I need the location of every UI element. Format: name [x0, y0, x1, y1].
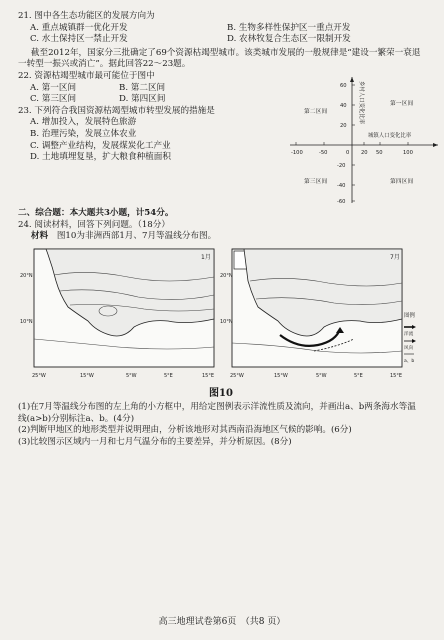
lat-10n-label: 10°N [220, 318, 233, 325]
lat-20n-label: 20°N [20, 272, 33, 279]
origin-label: 0 [346, 149, 350, 156]
q22-option-a: A. 第一区间 [30, 82, 77, 93]
y-tick-label: 40 [340, 102, 347, 109]
q22-option-b: B. 第二区间 [119, 82, 166, 93]
y-tick-label: -60 [337, 198, 346, 205]
y-tick-label: -40 [337, 182, 346, 189]
lon-label: 25°W [230, 372, 244, 379]
q21-option-d: D. 农林牧复合生态区一限制开发 [227, 34, 351, 45]
section-2-heading: 二、综合题：本大题共3小题，计54分。 [18, 207, 174, 218]
lon-label: 25°W [32, 372, 46, 379]
intro-paragraph: 截至2012年，国家分三批确定了69个资源枯竭型城市。该类城市发展的一般规律是“建设一繁荣一衰退一转型一振兴或消亡”。据此回答22～23题。 [18, 47, 421, 70]
lon-label: 5°E [164, 372, 173, 379]
q21-option-a: A. 重点城镇群一优化开发 [30, 22, 128, 33]
q23-option-b: B. 治理污染，发展立体农业 [30, 128, 137, 139]
figure-caption: 图10 [209, 387, 233, 399]
q23-option-d: D. 土地填埋复垦，扩大粮食种植面积 [30, 152, 171, 163]
y-axis-label: 乡村人口变化比率 [358, 80, 364, 125]
lon-label: 5°W [316, 372, 327, 379]
q22-option-c: C. 第三区间 [30, 94, 77, 105]
y-tick-label: 20 [340, 122, 347, 129]
july-month-label: 7月 [390, 253, 400, 261]
quadrant-2-label: 第二区间 [304, 108, 328, 115]
map-legend [404, 311, 416, 364]
legend-ab: a、b [404, 358, 415, 364]
q21-stem: 21. 图中各生态功能区的发展方向为 [18, 11, 155, 21]
q23-option-a: A. 增加投入，发展特色旅游 [30, 117, 137, 128]
lon-label: 15°W [80, 372, 94, 379]
y-tick-label: -20 [337, 162, 346, 169]
lon-label: 15°W [274, 372, 288, 379]
q23-option-c: C. 调整产业结构，发展煤炭化工产业 [30, 140, 171, 151]
q21-option-b: B. 生物多样性保护区一重点开发 [227, 22, 351, 33]
x-tick-label: -100 [291, 149, 303, 156]
q24-part-3: (3)比较图示区域内一月和七月气温分布的主要差异，并分析原因。(8分) [18, 437, 292, 448]
january-month-label: 1月 [201, 253, 211, 261]
question-21 [18, 11, 424, 46]
quadrant-3-label: 第三区间 [304, 178, 328, 185]
legend-wind: 风向 [404, 345, 414, 351]
lat-10n-label: 10°N [20, 318, 33, 325]
west-africa-maps [18, 247, 424, 387]
q22-q23-block [18, 71, 424, 206]
quadrant-1-label: 第一区间 [390, 100, 414, 107]
page-footer: 高三地理试卷第6页 （共8 页） [158, 617, 286, 627]
q21-option-c: C. 水土保持区一禁止开发 [30, 34, 128, 45]
lon-label: 15°E [202, 372, 215, 379]
lon-label: 15°E [390, 372, 403, 379]
q24-stem: 24. 阅读材料，回答下列问题。（18分） [18, 219, 170, 230]
material-text: 图10为非洲西部1月、7月等温线分布图。 [56, 231, 217, 242]
january-map [20, 249, 214, 379]
lat-20n-label: 20°N [220, 272, 233, 279]
q22-option-d: D. 第四区间 [119, 94, 166, 105]
q24-part-2: (2)判断甲地区的地形类型并说明理由，分析该地形对其西南沿海地区气候的影响。(6分) [18, 425, 352, 436]
lon-label: 5°W [126, 372, 137, 379]
isotherm-maps [18, 247, 424, 387]
y-tick-label: 60 [340, 82, 347, 89]
q22-stem: 22. 资源枯竭型城市最可能位于图中 [18, 70, 155, 81]
x-tick-label: -50 [319, 149, 328, 156]
x-tick-label: 50 [376, 149, 383, 156]
q23-stem: 23. 下列符合我国资源枯竭型城市转型发展的措施是 [18, 105, 215, 116]
quadrant-diagram [290, 75, 440, 205]
july-map [220, 249, 402, 379]
x-tick-label: 100 [403, 149, 413, 156]
x-tick-label: 20 [361, 149, 368, 156]
material-label: 材料 [30, 231, 49, 242]
x-axis-label: 城镇人口变化比率 [368, 132, 412, 139]
q24-part-1: (1)在7月等温线分布图的左上角的小方框中，用给定图例表示洋流性质及流向，并画出a、b两条海水等温线(a>b)分别标注a、b。(4分) [18, 402, 416, 424]
lon-label: 5°E [354, 372, 363, 379]
legend-title: 图例 [404, 312, 415, 319]
quadrant-4-label: 第四区间 [390, 178, 414, 185]
legend-current: 洋流 [404, 331, 414, 337]
